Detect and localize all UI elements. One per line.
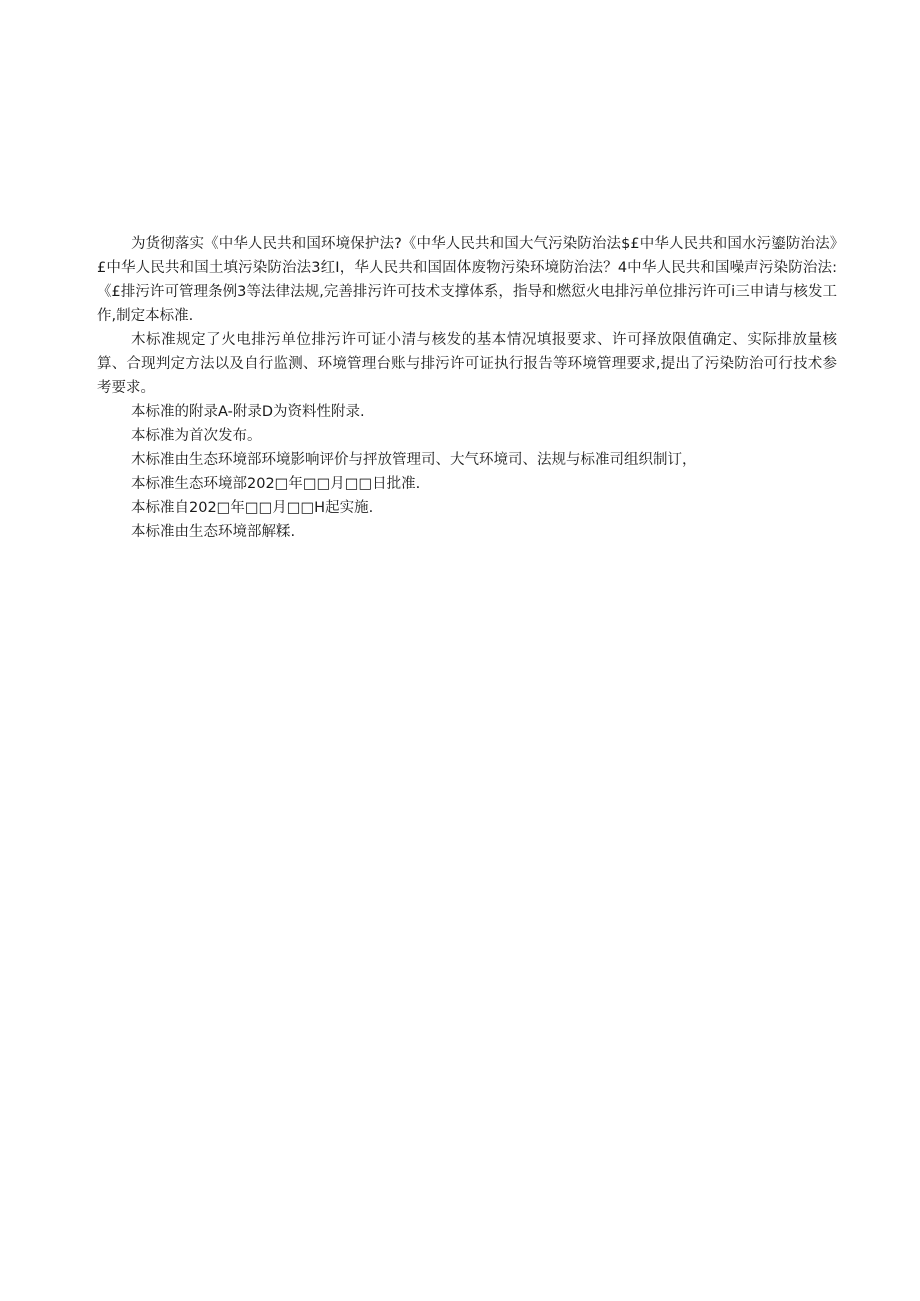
paragraph-interpretation: 本标准由生态环境部解糅. (131, 524, 296, 540)
paragraph-approval-date: 本标准生态环境部202□年□□月□□日批准. (131, 476, 421, 492)
foreword-body (97, 232, 837, 544)
paragraph-scope: 木标准规定了火电排污单位排污许可证小清与核发的基本情况填报要求、许可择放限值确定、实际排放量核算、合现判定方法以及自行监测、环境管理台账与排污许可证执行报告等环境管理要求,提出了污染防治可行技术参考要求。 (97, 332, 837, 396)
paragraph-appendix: 本标准的附录A-附录D为资料性附录. (131, 404, 365, 420)
paragraph-first-release: 本标准为首次发布。 (131, 428, 262, 444)
paragraph-purpose: 为货彻落实《中华人民共和国环境保护法?《中华人民共和国大气污染防治法$£中华人民共和国水污鎏防治法》£中华人民共和国土填污染防治法3红I，华人民共和国固体废物污染环境防治法？4中华人民共和国噪声污染防治法:《£排污许可管理条例3等法律法规,完善排污许可技术支撑体系，指导和燃愆火电排污单位排污许可i三申请与核发工作,制定本标准. (97, 236, 837, 324)
paragraph-organizer: 木标准由生态环境部环境影响评价与抨放管理司、大气环境司、法规与标准司组织制订， (131, 452, 697, 468)
paragraph-effective-date: 本标准自202□年□□月□□H起实施. (131, 500, 374, 516)
